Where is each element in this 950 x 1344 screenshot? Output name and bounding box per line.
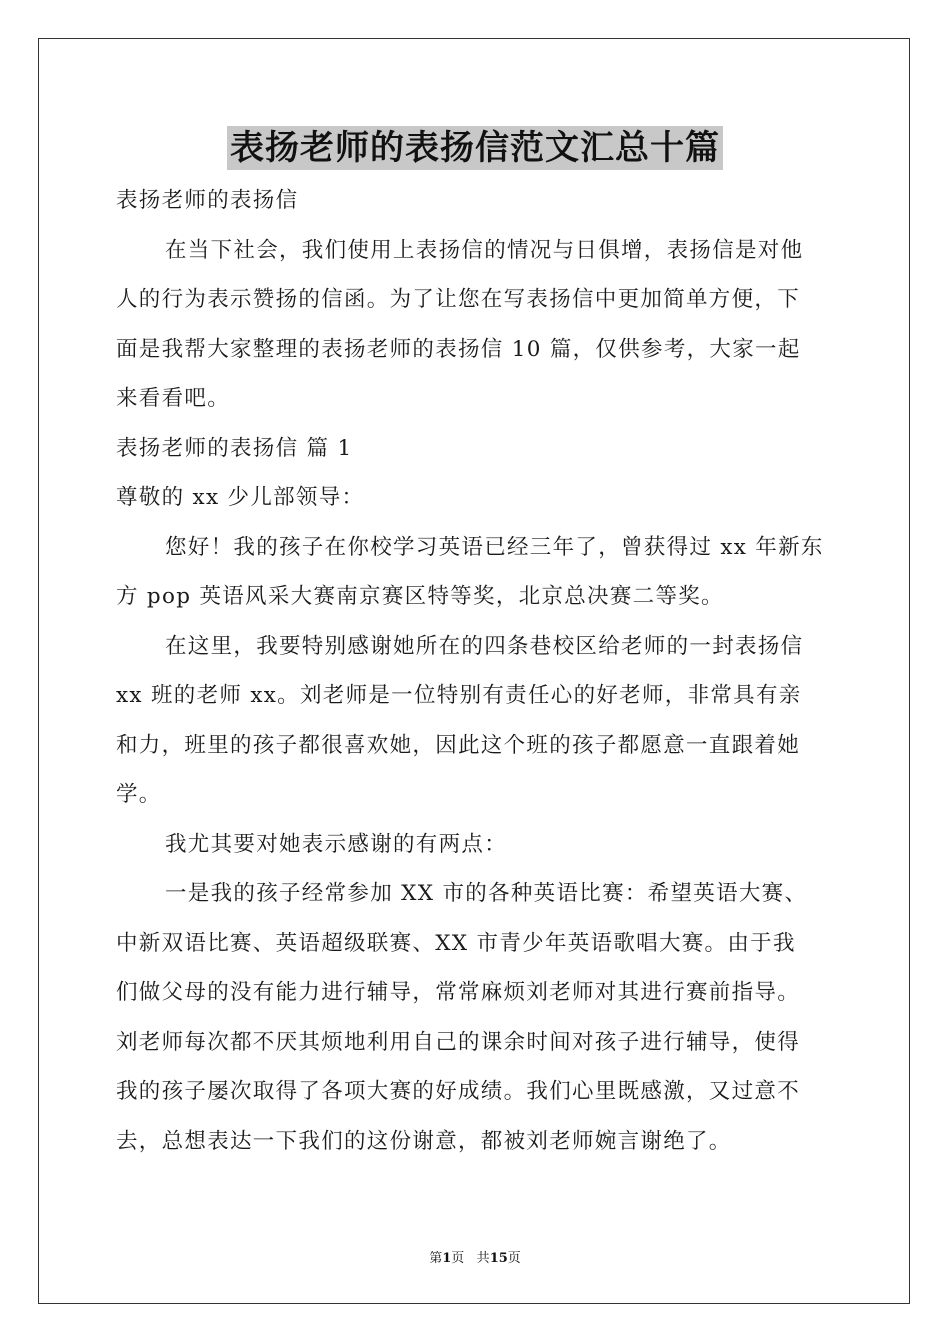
- text-line: 我的孩子屡次取得了各项大赛的好成绩。我们心里既感激，又过意不: [116, 1079, 801, 1104]
- text-line: 您好！我的孩子在你校学习英语已经三年了，曾获得过 xx 年新东: [165, 534, 824, 560]
- footer-total-prefix: 共: [476, 1251, 490, 1266]
- text-line: 们做父母的没有能力进行辅导，常常麻烦刘老师对其进行赛前指导。: [116, 980, 801, 1005]
- text-line: 方 pop 英语风采大赛南京赛区特等奖，北京总决赛二等奖。: [116, 584, 724, 609]
- text-line: 刘老师每次都不厌其烦地利用自己的课余时间对孩子进行辅导，使得: [116, 1029, 801, 1055]
- text-line: 中新双语比赛、英语超级联赛、XX 市青少年英语歌唱大赛。由于我: [116, 930, 796, 956]
- text-line: 来看看吧。: [116, 386, 231, 411]
- text-line: 在当下社会，我们使用上表扬信的情况与日俱增，表扬信是对他: [165, 237, 804, 263]
- text-line: 去，总想表达一下我们的这份谢意，都被刘老师婉言谢绝了。: [116, 1128, 732, 1154]
- footer-page-number: 1: [442, 1251, 452, 1266]
- text-line: 尊敬的 xx 少儿部领导：: [116, 485, 365, 510]
- footer-total-unit: 页: [507, 1251, 521, 1266]
- text-line: 在这里，我要特别感谢她所在的四条巷校区给老师的一封表扬信: [165, 633, 804, 659]
- text-line: 表扬老师的表扬信 篇 1: [116, 435, 353, 461]
- text-line: 表扬老师的表扬信: [116, 188, 299, 213]
- title-container: [0, 126, 950, 170]
- page-footer: [0, 1247, 950, 1266]
- footer-page-unit: 页: [451, 1251, 465, 1266]
- document-title: 表扬老师的表扬信范文汇总十篇: [227, 126, 723, 170]
- footer-page-prefix: 第: [429, 1251, 443, 1266]
- text-line: 学。: [116, 782, 162, 807]
- text-line: 一是我的孩子经常参加 XX 市的各种英语比赛：希望英语大赛、: [165, 881, 808, 906]
- text-line: 和力，班里的孩子都很喜欢她，因此这个班的孩子都愿意一直跟着她: [116, 732, 801, 758]
- text-line: 面是我帮大家整理的表扬老师的表扬信 10 篇，仅供参考，大家一起: [116, 336, 801, 362]
- text-line: 我尤其要对她表示感谢的有两点：: [165, 831, 508, 857]
- text-line: xx 班的老师 xx。刘老师是一位特别有责任心的好老师，非常具有亲: [116, 683, 802, 708]
- footer-total-pages: 15: [489, 1251, 508, 1266]
- document-body: [116, 176, 834, 1166]
- text-line: 人的行为表示赞扬的信函。为了让您在写表扬信中更加简单方便，下: [116, 287, 801, 312]
